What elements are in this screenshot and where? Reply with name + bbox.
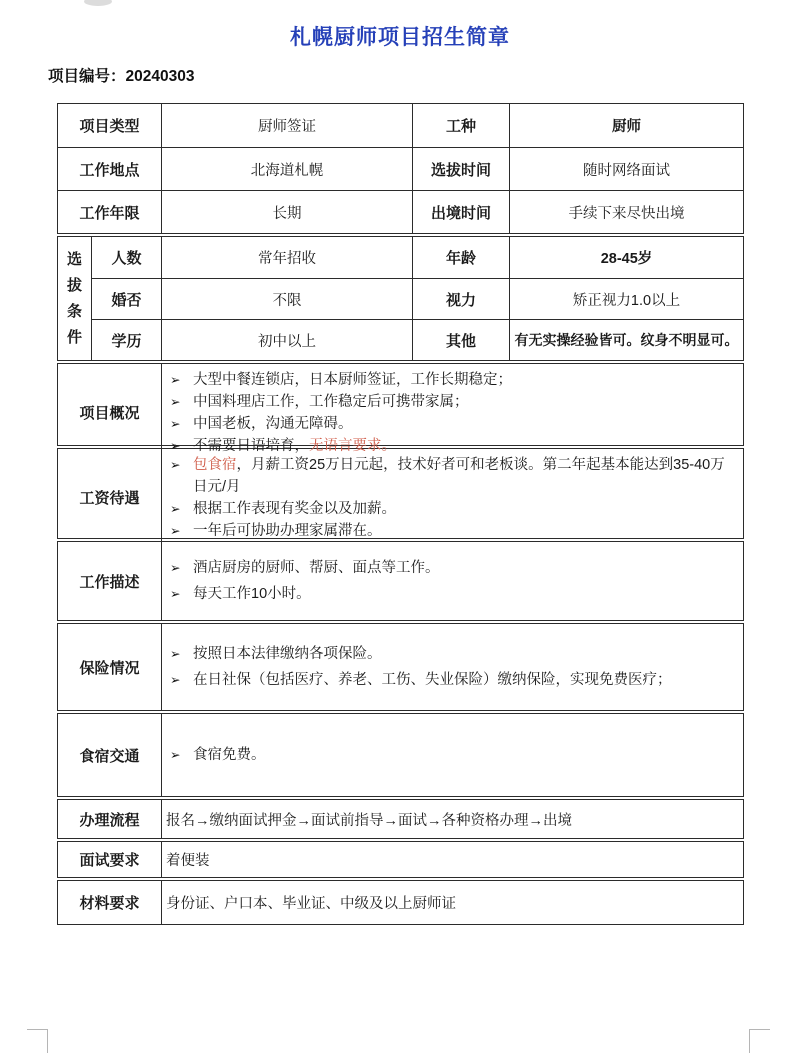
field-label: 其他 (412, 319, 509, 360)
section-room-board (57, 713, 744, 797)
list-item (170, 413, 735, 435)
arrow-bullet-icon: ➢ (170, 373, 181, 387)
field-label: 选拔时间 (412, 148, 509, 190)
section-content (161, 624, 743, 710)
section-process (57, 799, 744, 839)
table-row (58, 147, 743, 190)
bullet-text: 酒店厨房的厨师、帮厨、面点等工作。 (193, 560, 440, 576)
field-label: 出境时间 (412, 191, 509, 233)
bullet-text: 按照日本法律缴纳各项保险。 (193, 646, 382, 662)
field-label: 工作地点 (79, 161, 140, 179)
bullet-text (193, 454, 735, 498)
section-label: 保险情况 (79, 659, 140, 677)
section-label: 材料要求 (79, 895, 140, 912)
list-item (170, 667, 735, 693)
list-item (170, 520, 735, 542)
field-value: 有无实操经验皆可。纹身不明显可。 (509, 319, 743, 360)
section-text: 报名→缴纳面试押金→面试前指导→面试→各种资格办理→出境 (161, 800, 743, 838)
section-insurance (57, 623, 744, 711)
field-value: 厨师 (509, 104, 743, 147)
project-number-label: 项目编号： (48, 68, 126, 85)
bullet-text-normal: ，月薪工资25万日元起，技术好者可和老板谈。第二年起基本能达到35-40万日元/月 (193, 457, 725, 495)
bullet-text: 食宿免费。 (193, 747, 266, 763)
list-item (170, 391, 735, 413)
next-table-corner-right (749, 1029, 770, 1053)
arrow-bullet-icon: ➢ (170, 417, 181, 431)
section-content (161, 714, 743, 796)
arrow-bullet-icon: ➢ (170, 439, 181, 453)
field-value: 北海道札幌 (161, 148, 412, 190)
section-label: 工作描述 (79, 573, 140, 591)
section-text: 身份证、户口本、毕业证、中级及以上厨师证 (161, 881, 743, 924)
list-item (170, 555, 735, 581)
section-label: 面试要求 (79, 852, 140, 869)
table-row (58, 104, 743, 147)
section-interview (57, 841, 744, 878)
page-title: 札幌厨师项目招生简章 (290, 26, 510, 49)
section-label: 工资待遇 (79, 489, 140, 507)
field-value: 28-45岁 (509, 237, 743, 278)
field-value: 手续下来尽快出境 (509, 191, 743, 233)
bullet-text: 在日社保（包括医疗、养老、工伤、失业保险）缴纳保险，实现免费医疗； (193, 672, 672, 688)
arrow-bullet-icon: ➢ (170, 502, 181, 516)
field-label: 项目类型 (79, 118, 140, 135)
field-label: 视力 (412, 278, 509, 319)
next-table-corner-left (27, 1029, 48, 1053)
list-item (170, 581, 735, 607)
list-item (170, 641, 735, 667)
arrow-bullet-icon: ➢ (170, 748, 181, 762)
arrow-bullet-icon: ➢ (170, 587, 181, 601)
section-text: 着便装 (161, 842, 743, 877)
section-overview (57, 363, 744, 454)
bullet-text: 根据工作表现有奖金以及加薪。 (193, 501, 396, 517)
field-value: 厨师签证 (161, 104, 412, 147)
list-item (170, 369, 735, 391)
section-content (161, 449, 743, 545)
section-work-description (57, 541, 744, 621)
field-label: 婚否 (91, 278, 161, 319)
bullet-text-highlight: 无语言要求。 (309, 438, 396, 454)
arrow-bullet-icon: ➢ (170, 647, 181, 661)
bullet-text-highlight: 包食宿 (193, 457, 237, 473)
field-value: 矫正视力1.0以上 (509, 278, 743, 319)
project-number-value: 20240303 (125, 68, 195, 85)
field-label: 学历 (91, 319, 161, 360)
field-value: 初中以上 (161, 319, 412, 360)
field-value: 常年招收 (161, 237, 412, 278)
field-label: 工种 (412, 104, 509, 147)
table-row (58, 190, 743, 233)
basic-info-group (57, 103, 744, 234)
bullet-text: 每天工作10小时。 (193, 586, 311, 602)
field-value: 随时网络面试 (509, 148, 743, 190)
recruitment-table (57, 103, 744, 927)
section-label: 食宿交通 (79, 747, 140, 765)
arrow-bullet-icon: ➢ (170, 673, 181, 687)
field-value: 长期 (161, 191, 412, 233)
bullet-text-normal: 不需要日语培育， (193, 438, 309, 454)
arrow-bullet-icon: ➢ (170, 524, 181, 538)
bullet-text: 中国老板，沟通无障碍。 (193, 416, 353, 432)
bullet-text: 大型中餐连锁店，日本厨师签证，工作长期稳定； (193, 372, 512, 388)
section-materials (57, 880, 744, 925)
section-content (161, 542, 743, 620)
section-content (161, 364, 743, 460)
list-item (170, 454, 735, 498)
list-item (170, 742, 735, 768)
scan-smudge (84, 0, 112, 6)
bullet-text: 中国料理店工作，工作稳定后可携带家属； (193, 394, 469, 410)
arrow-bullet-icon: ➢ (170, 561, 181, 575)
field-label: 人数 (91, 237, 161, 278)
field-value: 不限 (161, 278, 412, 319)
arrow-bullet-icon: ➢ (170, 395, 181, 409)
selection-group-label: 选拔条件 (66, 250, 82, 346)
project-number (48, 64, 194, 86)
list-item (170, 498, 735, 520)
bullet-text: 一年后可协助办理家属滞在。 (193, 523, 382, 539)
arrow-bullet-icon: ➢ (170, 458, 181, 472)
section-label: 办理流程 (79, 811, 140, 829)
field-label: 年龄 (412, 237, 509, 278)
section-salary (57, 448, 744, 539)
selection-criteria-group (57, 236, 744, 361)
section-label: 项目概况 (79, 404, 140, 422)
field-label: 工作年限 (79, 204, 140, 222)
